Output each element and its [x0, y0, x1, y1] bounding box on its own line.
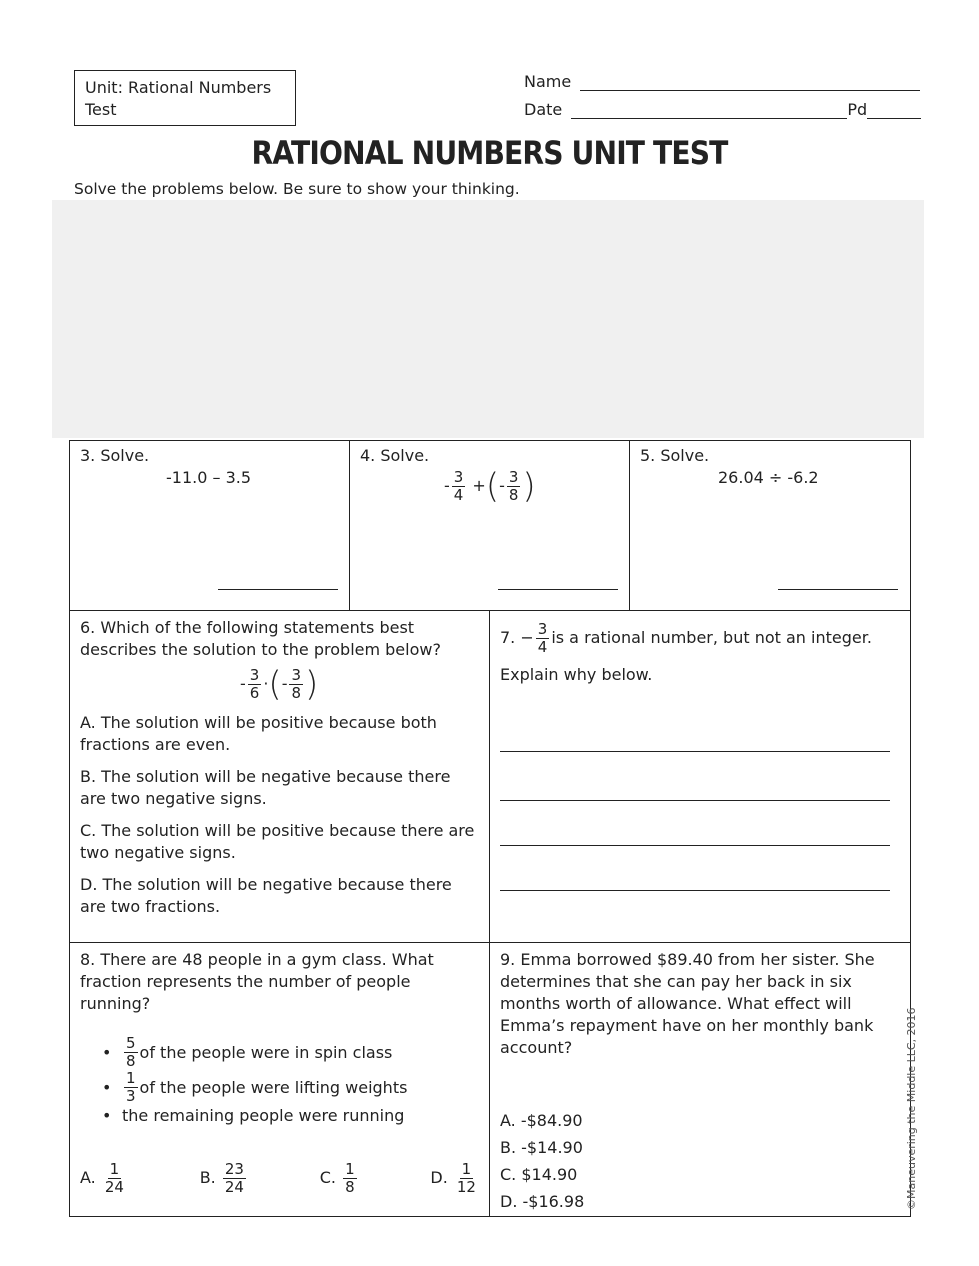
- q8-d-label: D.: [430, 1168, 448, 1187]
- question-8-cell: [69, 942, 490, 1217]
- q6-den2: 8: [291, 684, 302, 702]
- q4-num1: 3: [453, 468, 464, 486]
- question-7-answer-line-1[interactable]: [500, 751, 890, 752]
- q4-sign2: -: [499, 476, 505, 495]
- question-9-prompt: 9. Emma borrowed $89.40 from her sister. She determines that she can pay her back in six months worth of allowance. What effect will Emma’s repayment have on her monthly bank account?: [500, 950, 875, 1057]
- q8-b-label: B.: [199, 1168, 216, 1187]
- question-3-answer-line[interactable]: [218, 589, 338, 590]
- question-7-cell: [489, 610, 911, 943]
- pd-label: Pd: [847, 100, 868, 119]
- question-9-cell: [489, 942, 911, 1217]
- q8-d-den: 12: [456, 1178, 476, 1196]
- question-8-prompt: 8. There are 48 people in a gym class. What fraction represents the number of people running?: [80, 950, 434, 1013]
- q8-a-label: A.: [80, 1168, 96, 1187]
- question-8-bullet-1: • $\frac{5}{8}$ of the people were in spin class: [102, 1034, 393, 1070]
- question-4-answer-line[interactable]: [498, 589, 618, 590]
- q4-num2: 3: [508, 468, 519, 486]
- q8-c-den: 8: [345, 1178, 355, 1196]
- question-5-expression: 26.04 ÷ -6.2: [718, 468, 819, 487]
- question-8-options: [80, 1161, 480, 1196]
- question-8-option-b[interactable]: [200, 1161, 248, 1196]
- q7-den: 4: [537, 638, 548, 656]
- q4-den1: 4: [453, 486, 464, 504]
- q8-b2-den: 3: [126, 1087, 136, 1105]
- question-5-cell: [629, 440, 911, 611]
- question-7-explain: Explain why below.: [500, 665, 653, 684]
- question-3-cell: [69, 440, 350, 611]
- q7-text: is a rational number, but not an integer.: [551, 628, 872, 647]
- question-3-label: 3. Solve.: [80, 446, 150, 465]
- q6-operator: ·: [263, 674, 269, 693]
- question-6-option-c[interactable]: C. The solution will be positive because there are two negative signs.: [80, 821, 475, 862]
- q4-sign1: -: [444, 476, 450, 495]
- date-label: Date: [524, 100, 563, 119]
- question-5-answer-line[interactable]: [778, 589, 898, 590]
- q8-b1-num: 5: [126, 1034, 136, 1052]
- question-7-answer-line-4[interactable]: [500, 890, 890, 891]
- q8-b1-fraction: [124, 1035, 138, 1070]
- unit-box: [74, 70, 296, 126]
- q8-b2-num: 1: [126, 1069, 136, 1087]
- q4-operator: +: [472, 476, 486, 495]
- q8-b1-text: of the people were in spin class: [139, 1042, 393, 1062]
- q8-b-den: 24: [224, 1178, 244, 1196]
- q8-a-num: 1: [109, 1160, 120, 1178]
- date-row: [524, 100, 921, 119]
- question-4-expression: - $\frac{3}{4}$ +(- $\frac{3}{8}$ ): [444, 466, 536, 507]
- q7-sign: −: [520, 628, 534, 647]
- question-8-bullet-3: • the remaining people were running: [102, 1106, 405, 1125]
- question-9-option-a[interactable]: A. -$84.90: [500, 1111, 583, 1130]
- question-8-option-c[interactable]: [320, 1161, 359, 1196]
- q6-fraction2: [289, 667, 303, 702]
- name-label: Name: [524, 72, 572, 91]
- name-field[interactable]: [580, 74, 920, 91]
- question-4-label: 4. Solve.: [360, 446, 430, 465]
- question-8-bullet-2: • $\frac{1}{3}$ of the people were lifting weights: [102, 1069, 408, 1105]
- q8-b2-fraction: [124, 1070, 138, 1105]
- q6-num2: 3: [291, 666, 302, 684]
- question-6-option-b[interactable]: B. The solution will be negative because there are two negative signs.: [80, 767, 451, 808]
- question-6-expression: - $\frac{3}{6}$ ·(- $\frac{3}{8}$ ): [240, 664, 319, 705]
- question-4-cell: [349, 440, 630, 611]
- question-9-options: [500, 1107, 584, 1215]
- question-9-option-d[interactable]: D. -$16.98: [500, 1192, 585, 1211]
- q8-a-den: 24: [104, 1178, 124, 1196]
- page-title: RATIONAL NUMBERS UNIT TEST: [251, 134, 728, 172]
- question-8-option-d[interactable]: [430, 1161, 480, 1196]
- q8-c-num: 1: [345, 1160, 355, 1178]
- name-row: [524, 72, 920, 91]
- q7-num: 3: [537, 620, 548, 638]
- question-grid: [69, 440, 911, 1217]
- q8-b-num: 23: [224, 1160, 244, 1178]
- q6-sign2: -: [281, 674, 288, 693]
- q7-number: 7.: [500, 628, 516, 647]
- question-6-prompt: 6. Which of the following statements best describes the solution to the problem below?: [80, 618, 441, 659]
- period-field[interactable]: [867, 102, 921, 119]
- question-6-option-a[interactable]: A. The solution will be positive because both fractions are even.: [80, 713, 437, 754]
- q4-fraction1: [452, 469, 466, 504]
- question-7-answer-line-3[interactable]: [500, 845, 890, 846]
- q6-fraction1: [248, 667, 262, 702]
- question-7-statement: [500, 621, 900, 656]
- question-9-option-c[interactable]: C. $14.90: [500, 1165, 578, 1184]
- question-6-cell: [69, 610, 490, 943]
- question-6-option-d[interactable]: D. The solution will be negative because there are two fractions.: [80, 875, 452, 916]
- q8-b2-text: of the people were lifting weights: [139, 1077, 408, 1097]
- q4-fraction2: [507, 469, 521, 504]
- question-8-option-a[interactable]: [80, 1161, 128, 1196]
- unit-label: Unit: Rational Numbers: [85, 78, 272, 97]
- copyright-notice: ©Maneuvering the Middle LLC, 2016: [905, 1007, 918, 1210]
- date-field[interactable]: [571, 102, 847, 119]
- q4-den2: 8: [508, 486, 519, 504]
- q6-den1: 6: [249, 684, 260, 702]
- question-9-option-b[interactable]: B. -$14.90: [500, 1138, 583, 1157]
- question-7-answer-line-2[interactable]: [500, 800, 890, 801]
- unit-test-label: Test: [85, 100, 117, 119]
- q8-b1-den: 8: [126, 1052, 136, 1070]
- redacted-area: [52, 200, 924, 438]
- q8-b3-text: the remaining people were running: [122, 1106, 405, 1125]
- q7-fraction: [536, 621, 550, 656]
- instructions: Solve the problems below. Be sure to show your thinking.: [74, 180, 520, 198]
- q8-d-num: 1: [461, 1160, 472, 1178]
- question-3-expression: -11.0 – 3.5: [166, 468, 252, 487]
- q6-num1: 3: [249, 666, 260, 684]
- q6-sign1: -: [240, 674, 246, 693]
- question-5-label: 5. Solve.: [640, 446, 710, 465]
- q8-c-label: C.: [319, 1168, 336, 1187]
